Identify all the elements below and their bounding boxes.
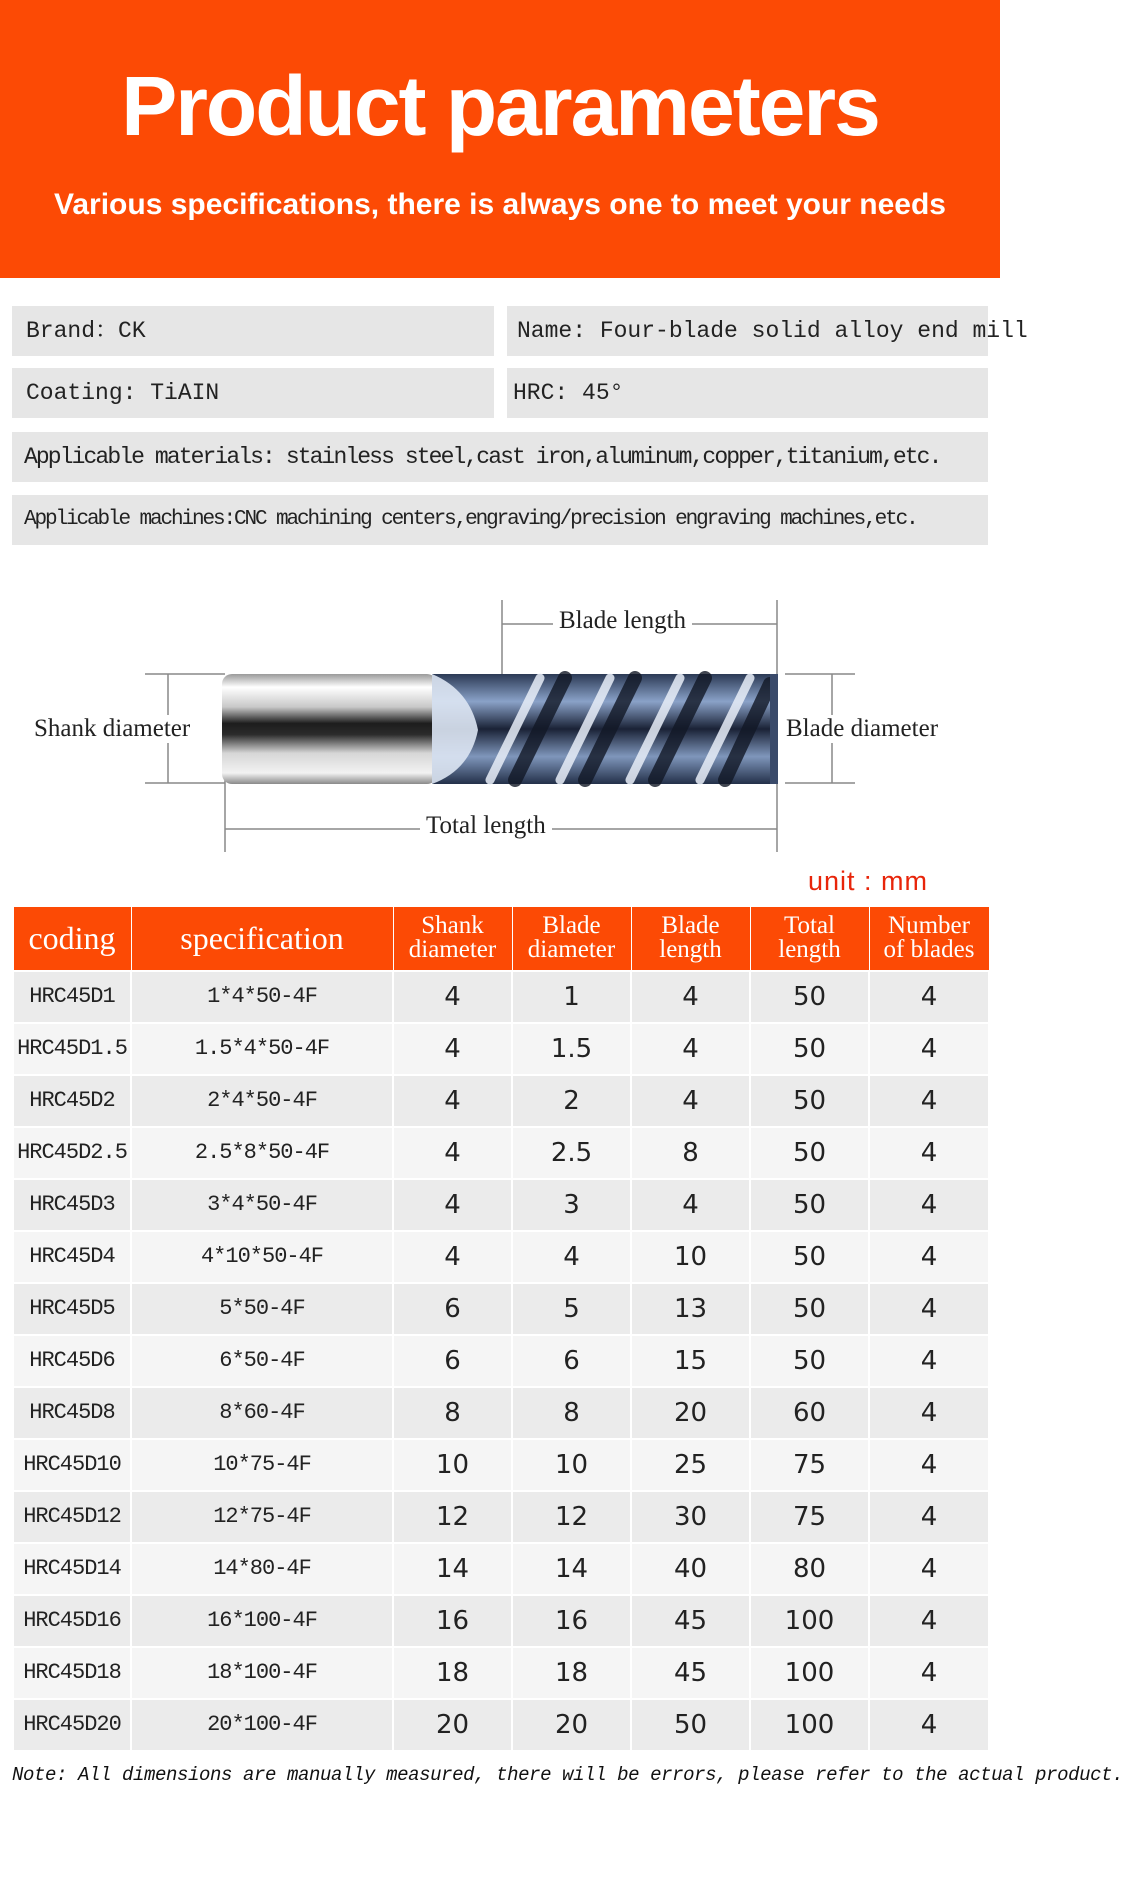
cell-number-of-blades: 4 bbox=[869, 1127, 989, 1179]
total-length-label: Total length bbox=[420, 812, 552, 840]
cell-specification: 3*4*50-4F bbox=[131, 1179, 393, 1231]
spec-table bbox=[12, 906, 990, 1752]
cell-blade-length: 4 bbox=[631, 1075, 750, 1127]
cell-number-of-blades: 4 bbox=[869, 1439, 989, 1491]
cell-specification: 14*80-4F bbox=[131, 1543, 393, 1595]
cell-shank-diameter: 4 bbox=[393, 971, 512, 1023]
table-row bbox=[13, 1595, 989, 1647]
name-box bbox=[507, 306, 1028, 356]
col-shank-diameter-l1: Shank bbox=[421, 912, 484, 940]
cell-total-length: 50 bbox=[750, 1231, 869, 1283]
cell-coding: HRC45D18 bbox=[13, 1647, 131, 1699]
cell-blade-diameter: 14 bbox=[512, 1543, 631, 1595]
cell-blade-diameter: 5 bbox=[512, 1283, 631, 1335]
cell-total-length: 50 bbox=[750, 1023, 869, 1075]
col-number-of-blades bbox=[869, 907, 989, 971]
cell-blade-diameter: 16 bbox=[512, 1595, 631, 1647]
cell-total-length: 80 bbox=[750, 1543, 869, 1595]
cell-coding: HRC45D8 bbox=[13, 1387, 131, 1439]
cell-coding: HRC45D2.5 bbox=[13, 1127, 131, 1179]
cell-total-length: 50 bbox=[750, 1179, 869, 1231]
cell-number-of-blades: 4 bbox=[869, 1335, 989, 1387]
cell-blade-length: 4 bbox=[631, 971, 750, 1023]
cell-blade-length: 8 bbox=[631, 1127, 750, 1179]
col-blade-length bbox=[631, 907, 750, 971]
cell-total-length: 60 bbox=[750, 1387, 869, 1439]
cell-coding: HRC45D1 bbox=[13, 971, 131, 1023]
cell-specification: 18*100-4F bbox=[131, 1647, 393, 1699]
cell-shank-diameter: 4 bbox=[393, 1075, 512, 1127]
table-row bbox=[13, 1387, 989, 1439]
table-row bbox=[13, 1439, 989, 1491]
cell-number-of-blades: 4 bbox=[869, 1387, 989, 1439]
brand-box bbox=[12, 306, 494, 356]
cell-total-length: 100 bbox=[750, 1647, 869, 1699]
brand-text: Brand：CK bbox=[26, 318, 146, 344]
cell-specification: 8*60-4F bbox=[131, 1387, 393, 1439]
cell-specification: 2*4*50-4F bbox=[131, 1075, 393, 1127]
cell-shank-diameter: 14 bbox=[393, 1543, 512, 1595]
cell-number-of-blades: 4 bbox=[869, 1283, 989, 1335]
cell-total-length: 50 bbox=[750, 1075, 869, 1127]
cell-blade-length: 45 bbox=[631, 1647, 750, 1699]
table-row bbox=[13, 1023, 989, 1075]
cell-coding: HRC45D4 bbox=[13, 1231, 131, 1283]
cell-total-length: 75 bbox=[750, 1439, 869, 1491]
table-row bbox=[13, 1231, 989, 1283]
table-row bbox=[13, 1491, 989, 1543]
coating-text: Coating: TiAIN bbox=[26, 380, 220, 406]
end-mill-diagram bbox=[0, 580, 1000, 870]
coating-box bbox=[12, 368, 494, 418]
name-text: Name: Four-blade solid alloy end mill bbox=[517, 318, 1028, 344]
table-row bbox=[13, 1127, 989, 1179]
cell-blade-diameter: 2 bbox=[512, 1075, 631, 1127]
shank-diameter-label: Shank diameter bbox=[34, 715, 191, 742]
cell-blade-length: 4 bbox=[631, 1023, 750, 1075]
cell-blade-length: 40 bbox=[631, 1543, 750, 1595]
table-row bbox=[13, 1179, 989, 1231]
cell-shank-diameter: 6 bbox=[393, 1283, 512, 1335]
col-blade-diameter-l2: diameter bbox=[527, 936, 616, 964]
machines-box bbox=[12, 495, 988, 545]
cell-blade-diameter: 18 bbox=[512, 1647, 631, 1699]
cell-specification: 6*50-4F bbox=[131, 1335, 393, 1387]
cell-blade-diameter: 3 bbox=[512, 1179, 631, 1231]
cell-shank-diameter: 4 bbox=[393, 1179, 512, 1231]
cell-blade-length: 25 bbox=[631, 1439, 750, 1491]
cell-number-of-blades: 4 bbox=[869, 1179, 989, 1231]
col-blade-diameter-l1: Blade bbox=[542, 912, 601, 940]
cell-coding: HRC45D1.5 bbox=[13, 1023, 131, 1075]
cell-coding: HRC45D16 bbox=[13, 1595, 131, 1647]
table-header-row bbox=[13, 907, 989, 971]
table-row bbox=[13, 1283, 989, 1335]
cell-specification: 12*75-4F bbox=[131, 1491, 393, 1543]
hrc-box bbox=[507, 368, 988, 418]
cell-shank-diameter: 18 bbox=[393, 1647, 512, 1699]
cell-total-length: 50 bbox=[750, 1283, 869, 1335]
col-number-of-blades-l2: of blades bbox=[883, 936, 975, 964]
cell-shank-diameter: 4 bbox=[393, 1127, 512, 1179]
blade-length-label: Blade length bbox=[553, 607, 692, 635]
col-blade-length-l1: Blade bbox=[661, 912, 720, 940]
col-total-length bbox=[750, 907, 869, 971]
cell-total-length: 50 bbox=[750, 1127, 869, 1179]
table-row bbox=[13, 1075, 989, 1127]
cell-number-of-blades: 4 bbox=[869, 971, 989, 1023]
blade-diameter-label: Blade diameter bbox=[782, 715, 942, 743]
cell-specification: 1.5*4*50-4F bbox=[131, 1023, 393, 1075]
cell-specification: 2.5*8*50-4F bbox=[131, 1127, 393, 1179]
cell-blade-diameter: 1 bbox=[512, 971, 631, 1023]
cell-number-of-blades: 4 bbox=[869, 1543, 989, 1595]
cell-shank-diameter: 8 bbox=[393, 1387, 512, 1439]
cell-coding: HRC45D6 bbox=[13, 1335, 131, 1387]
cell-specification: 5*50-4F bbox=[131, 1283, 393, 1335]
cell-shank-diameter: 20 bbox=[393, 1699, 512, 1751]
cell-total-length: 100 bbox=[750, 1595, 869, 1647]
cell-specification: 1*4*50-4F bbox=[131, 971, 393, 1023]
col-number-of-blades-l1: Number bbox=[888, 912, 970, 940]
cell-coding: HRC45D12 bbox=[13, 1491, 131, 1543]
cell-number-of-blades: 4 bbox=[869, 1023, 989, 1075]
cell-coding: HRC45D14 bbox=[13, 1543, 131, 1595]
cell-coding: HRC45D5 bbox=[13, 1283, 131, 1335]
col-total-length-l1: Total bbox=[783, 912, 835, 940]
cell-blade-length: 15 bbox=[631, 1335, 750, 1387]
table-row bbox=[13, 1335, 989, 1387]
blade-tip bbox=[770, 674, 778, 784]
cell-blade-length: 45 bbox=[631, 1595, 750, 1647]
cell-number-of-blades: 4 bbox=[869, 1699, 989, 1751]
table-row bbox=[13, 971, 989, 1023]
col-shank-diameter bbox=[393, 907, 512, 971]
col-shank-diameter-l2: diameter bbox=[408, 936, 497, 964]
cell-coding: HRC45D2 bbox=[13, 1075, 131, 1127]
cell-total-length: 100 bbox=[750, 1699, 869, 1751]
page-title: Product parameters bbox=[121, 59, 879, 153]
cell-blade-length: 30 bbox=[631, 1491, 750, 1543]
cell-specification: 20*100-4F bbox=[131, 1699, 393, 1751]
cell-blade-diameter: 2.5 bbox=[512, 1127, 631, 1179]
page-subtitle: Various specifications, there is always one to meet your needs bbox=[54, 188, 946, 221]
cell-coding: HRC45D10 bbox=[13, 1439, 131, 1491]
cell-blade-diameter: 8 bbox=[512, 1387, 631, 1439]
col-blade-length-l2: length bbox=[659, 936, 722, 964]
hrc-text: HRC: 45° bbox=[513, 380, 624, 406]
cell-shank-diameter: 16 bbox=[393, 1595, 512, 1647]
cell-number-of-blades: 4 bbox=[869, 1595, 989, 1647]
cell-shank-diameter: 6 bbox=[393, 1335, 512, 1387]
unit-label: unit : mm bbox=[808, 866, 929, 896]
cell-blade-diameter: 10 bbox=[512, 1439, 631, 1491]
spec-table-body bbox=[13, 971, 989, 1751]
col-total-length-l2: length bbox=[778, 936, 841, 964]
cell-specification: 16*100-4F bbox=[131, 1595, 393, 1647]
cell-total-length: 75 bbox=[750, 1491, 869, 1543]
cell-shank-diameter: 4 bbox=[393, 1023, 512, 1075]
cell-number-of-blades: 4 bbox=[869, 1647, 989, 1699]
cell-specification: 4*10*50-4F bbox=[131, 1231, 393, 1283]
cell-blade-diameter: 20 bbox=[512, 1699, 631, 1751]
cell-blade-diameter: 12 bbox=[512, 1491, 631, 1543]
table-row bbox=[13, 1543, 989, 1595]
cell-coding: HRC45D20 bbox=[13, 1699, 131, 1751]
col-specification: specification bbox=[131, 907, 393, 971]
cell-total-length: 50 bbox=[750, 971, 869, 1023]
header-banner bbox=[0, 0, 1000, 278]
cell-number-of-blades: 4 bbox=[869, 1491, 989, 1543]
col-coding: coding bbox=[13, 907, 131, 971]
cell-number-of-blades: 4 bbox=[869, 1075, 989, 1127]
table-row bbox=[13, 1699, 989, 1751]
materials-text: Applicable materials: stainless steel,cast iron,aluminum,copper,titanium,etc. bbox=[24, 444, 941, 470]
cell-blade-length: 10 bbox=[631, 1231, 750, 1283]
machines-text: Applicable machines:CNC machining centers,engraving/precision engraving machines,etc. bbox=[24, 508, 917, 531]
col-blade-diameter bbox=[512, 907, 631, 971]
footnote: Note: All dimensions are manually measured, there will be errors, please refer to the actual product. bbox=[12, 1764, 1123, 1786]
cell-blade-diameter: 6 bbox=[512, 1335, 631, 1387]
cell-blade-diameter: 4 bbox=[512, 1231, 631, 1283]
cell-specification: 10*75-4F bbox=[131, 1439, 393, 1491]
cell-coding: HRC45D3 bbox=[13, 1179, 131, 1231]
materials-box bbox=[12, 432, 988, 482]
cell-blade-length: 13 bbox=[631, 1283, 750, 1335]
cell-blade-length: 20 bbox=[631, 1387, 750, 1439]
cell-blade-diameter: 1.5 bbox=[512, 1023, 631, 1075]
cell-blade-length: 4 bbox=[631, 1179, 750, 1231]
table-row bbox=[13, 1647, 989, 1699]
shank-body bbox=[222, 674, 437, 784]
cell-shank-diameter: 10 bbox=[393, 1439, 512, 1491]
cell-shank-diameter: 12 bbox=[393, 1491, 512, 1543]
cell-total-length: 50 bbox=[750, 1335, 869, 1387]
cell-shank-diameter: 4 bbox=[393, 1231, 512, 1283]
cell-blade-length: 50 bbox=[631, 1699, 750, 1751]
cell-number-of-blades: 4 bbox=[869, 1231, 989, 1283]
